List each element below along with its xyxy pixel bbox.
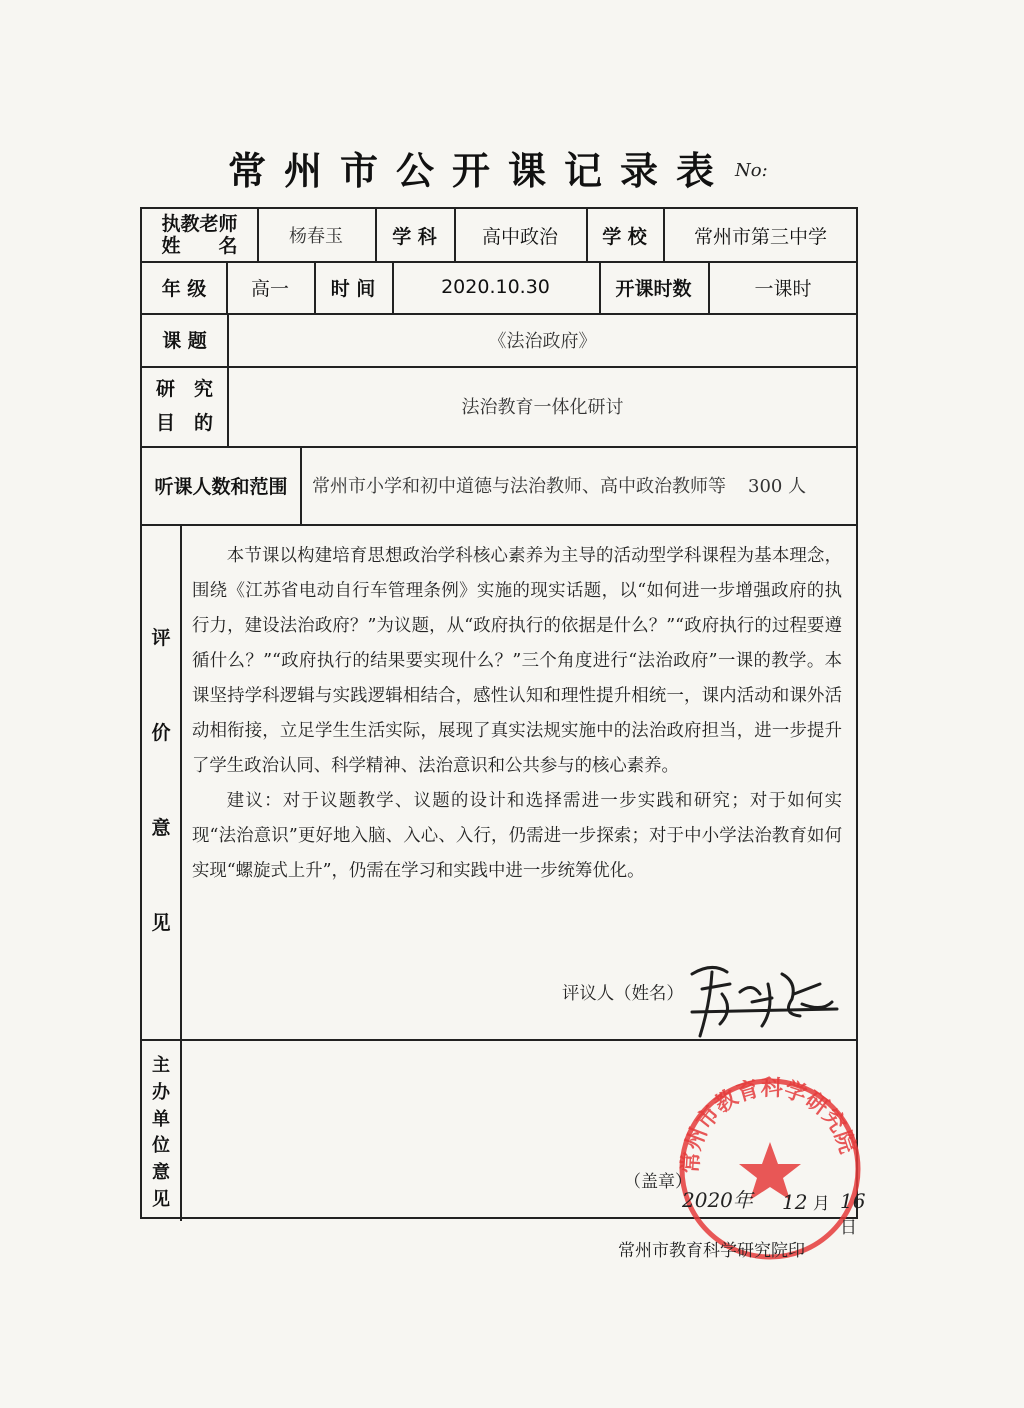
purpose-value: 法治教育一体化研讨 — [461, 397, 624, 418]
grade-label: 年 级 — [161, 277, 207, 300]
audience-label: 听课人数和范围 — [154, 475, 288, 498]
topic-label: 课 题 — [162, 330, 207, 352]
svg-text:常州市教育科学研究院: 常州市教育科学研究院 — [678, 1075, 860, 1175]
organizer-label: 主 办 单 位 意 见 — [152, 1055, 170, 1210]
suggestion-paragraph: 建议：对于议题教学、议题的设计和选择需进一步实践和研究；对于如何实现“法治意识”更好地入脑、入心、入行，仍需进一步探索；对于中小学法治教育如何实现“螺旋式上升”，仍需在学习和实践中进一步统筹优化。 — [192, 791, 842, 881]
teacher-value: 杨春玉 — [289, 226, 343, 247]
school-label: 学 校 — [602, 225, 647, 248]
date-day: 16 日 — [840, 1189, 866, 1238]
date-month: 12 月 — [782, 1190, 830, 1214]
signer-label: 评议人（姓名） — [562, 984, 684, 1004]
teacher-label: 执教老师 姓 名 — [161, 213, 238, 257]
row-divider — [142, 524, 856, 526]
audience-scope: 常州市小学和初中道德与法治教师、高中政治教师等 — [312, 476, 726, 497]
time-value: 2020.10.30 — [441, 276, 550, 298]
evaluation-label: 评 价 意 见 — [151, 627, 171, 934]
purpose-label: 研 究 目 的 — [155, 378, 214, 434]
school-value: 常州市第三中学 — [693, 225, 827, 248]
hours-value: 一课时 — [754, 277, 812, 300]
subject-label: 学 科 — [392, 225, 437, 248]
number-label: No: — [735, 160, 768, 181]
evaluation-paragraph: 本节课以构建培育思想政治学科核心素养为主导的活动型学科课程为基本理念，围绕《江苏省电动自行车管理条例》实施的现实话题，以“如何进一步增强政府的执行力，建设法治政府？”为议题，从“政府执行的依据是什么？”“政府执行的过程要遵循什么？”“政府执行的结果要实现什么？”三个角度进行“法治政府”一课的教学。本课坚持学科逻辑与实践逻辑相结合，感性认知和理性提升相统一，课内活动和课外活动相衔接，立足学生生活实际，展现了真实法规实施中的法治政府担当，进一步提升了学生政治认同、科学精神、法治意识和公共参与的核心素养。 — [192, 546, 842, 776]
audience-count: 300 人 — [748, 476, 807, 497]
subject-value: 高中政治 — [481, 225, 558, 248]
evaluation-text — [192, 539, 842, 889]
audience-value — [300, 446, 858, 524]
footer-print-mark: 常州市教育科学研究院印 — [618, 1241, 805, 1261]
topic-value: 《法治政府》 — [488, 330, 597, 352]
record-form — [140, 207, 866, 1238]
hours-label: 开课时数 — [615, 277, 692, 300]
page-title: 常州市公开课记录表 — [228, 148, 733, 193]
time-label: 时 间 — [330, 277, 376, 300]
stamp-label: （盖章） — [624, 1172, 692, 1192]
date-year: 2020年 — [682, 1188, 753, 1212]
grade-value: 高一 — [250, 277, 289, 300]
handwritten-signature — [682, 954, 842, 1048]
